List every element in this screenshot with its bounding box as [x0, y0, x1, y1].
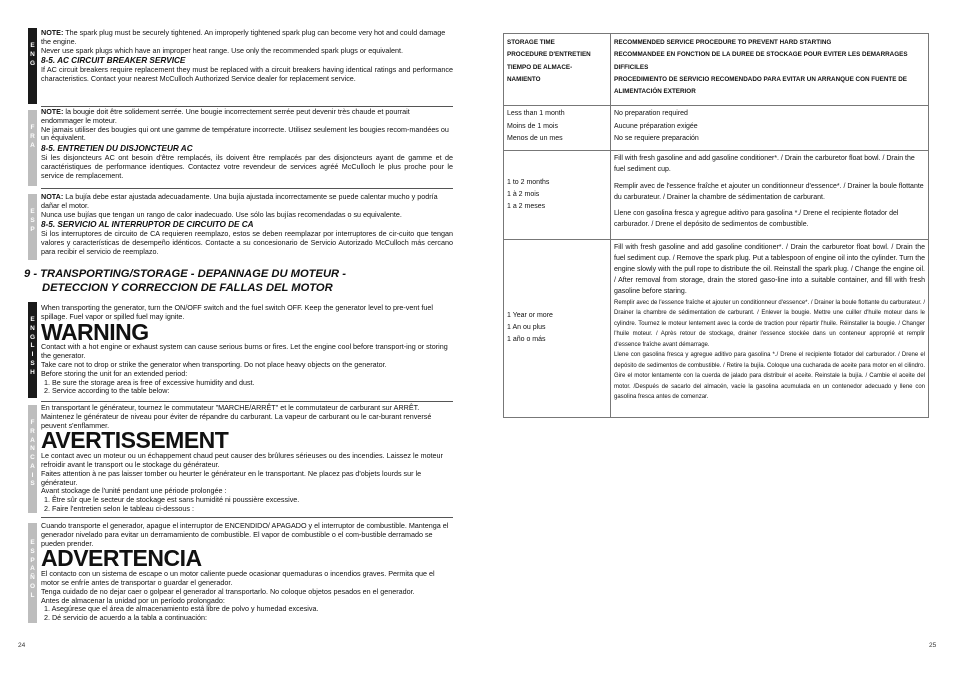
table-row: [504, 239, 929, 417]
heading-line-2: DETECCION Y CORRECCION DE FALLAS DEL MOTOR: [42, 282, 333, 294]
espanol-transport-section: [41, 522, 453, 623]
tab-letter: E: [30, 539, 35, 546]
eng-spark-plug-section: [41, 29, 453, 84]
body-text: If AC circuit breakers require replacement they must be replaced with a circuit breakers having identical ratings and performance characteristics. Contact your nearest McCulloch Authorized Service dealer for replacement service.: [41, 65, 453, 84]
procedure-cell: [611, 239, 929, 417]
tab-letter: R: [30, 427, 35, 435]
note-paragraph: [41, 108, 453, 126]
storage-time-header: [504, 34, 611, 106]
procedure-text: Llene con gasolina fresca y agregue aditivo para gasolina *./ Drene el recipiente flotador del carburador. / Drene el depósito de sedimentos de combustible.: [614, 210, 899, 229]
heading-line-1: 9 - TRANSPORTING/STORAGE - DEPANNAGE DU MOTEUR -: [24, 268, 346, 280]
tab-letter: I: [31, 351, 34, 359]
language-tab-eng: [28, 28, 37, 104]
tab-letter: L: [30, 342, 35, 350]
warning-heading: WARNING: [41, 318, 149, 345]
subheading: 8-5. ENTRETIEN DU DISJONCTEUR AC: [41, 144, 193, 154]
tab-letter: A: [30, 462, 35, 470]
tab-letter: E: [30, 42, 35, 49]
language-tab-esp: [28, 194, 37, 260]
tab-letter: E: [30, 316, 35, 323]
tab-letter: G: [29, 333, 36, 341]
body-text: Tenga cuidado de no dejar caer o golpear el generador al transportarlo. No coloque objetos pesados en el generador.: [41, 586, 415, 596]
tab-letter: A: [30, 565, 35, 573]
header-line: RECOMMANDEE EN FONCTION DE LA DUREE DE STOCKAGE POUR EVITER LES DEMARRAGES DIFFICILES: [614, 51, 908, 71]
list-item: 1. Asegúrese que el área de almacenamiento está libre de polvo y humedad excesiva.: [44, 604, 319, 614]
list-item: 2. Dé servicio de acuerdo a la tabla a continuación:: [44, 613, 208, 623]
note-text-2: Ne jamais utiliser des bougies qui ont une gamme de température incorrecte. Utilisez seulement les bougies recom-mandées ou un équivalent.: [41, 124, 449, 143]
procedure-cell: [611, 106, 929, 151]
tab-letter: Ñ: [30, 574, 35, 582]
time-text: 1 to 2 months: [507, 178, 550, 186]
divider: [41, 188, 453, 189]
tab-letter: S: [30, 216, 35, 224]
tab-letter: G: [29, 59, 36, 67]
subheading: 8-5. AC CIRCUIT BREAKER SERVICE: [41, 56, 186, 66]
tab-letter: C: [30, 454, 35, 462]
note-label: NOTE:: [41, 107, 64, 116]
body-text: Contact with a hot engine or exhaust system can cause serious burns or fires. Let the engine cool before transport-ing or storing the generator.: [41, 342, 448, 361]
note-paragraph: [41, 29, 453, 47]
procedure-text-en: Fill with fresh gasoline and add gasoline conditioner*. / Drain the carburetor float bowl. / Drain the fuel sediment cup. / Remove the spark plug. Put a tablespoon of engine oil into the cylinder. Turn the engine slowly with the pull rope to distribute the oil. Reinstall the spark plug. / Change the engine oil. / After removal from storage, drain the stored gaso-line into a suitable container, and fill with fresh gasoline before staring.: [614, 243, 925, 296]
fra-spark-plug-section: [41, 108, 453, 180]
body-text: Avant stockage de l'unité pendant une période prolongée :: [41, 486, 227, 496]
tab-letter: E: [30, 208, 35, 215]
storage-time-cell: [504, 151, 611, 239]
table-row: [504, 151, 929, 239]
header-line: RECOMMENDED SERVICE PROCEDURE TO PREVENT HARD STARTING: [614, 39, 832, 46]
note-paragraph: [41, 193, 453, 211]
english-transport-section: [41, 304, 453, 396]
time-text: 1 An ou plus: [507, 324, 546, 332]
note-text: la bougie doit être solidement serrée. Une bougie incorrectement serrée peut devenir très chaude et pourrait endommager le moteur.: [41, 107, 410, 125]
language-tab-fra: [28, 110, 37, 186]
tab-letter: I: [31, 471, 34, 479]
body-text: Faites attention à ne pas laisser tomber ou heurter le générateur en le transportant. Ne placez pas d'objets lourds sur le générateur.: [41, 468, 422, 487]
note-text: The spark plug must be securely tightened. An improperly tightened spark plug can become very hot and could damage the engine.: [41, 28, 446, 46]
tab-letter: P: [30, 225, 35, 233]
header-line: TIEMPO DE ALMACE-: [507, 63, 573, 71]
header-line: STORAGE TIME: [507, 39, 555, 46]
note-label: NOTA:: [41, 192, 64, 201]
tab-letter: O: [29, 582, 36, 590]
language-tab-english: [28, 302, 37, 398]
time-text: 1 a 2 meses: [507, 203, 546, 211]
time-text: Menos de un mes: [507, 134, 563, 142]
intro-text: En transportant le générateur, tournez le commutateur "MARCHE/ARRÊT" et le commutateur de carburant sur ARRÊT. Maintenez le générateur de niveau pour éviter de répandre du carburant. La vapeur de carburant ou le car-burant renversé peuvent s'enflammer.: [41, 403, 432, 430]
tab-letter: L: [30, 591, 35, 599]
divider: [41, 517, 453, 518]
tab-letter: S: [30, 359, 35, 367]
list-item: 2. Faire l'entretien selon le tableau ci-dessous :: [44, 503, 194, 513]
procedure-text: Aucune préparation exigée: [614, 122, 698, 130]
procedure-text: Remplir avec de l'essence fraîche et ajouter un conditionneur d'essence*. / Drainer la boule flottante du carburateur. / Drainer la chambre de sédimentation de carburant.: [614, 182, 924, 201]
time-text: Moins de 1 mois: [507, 122, 558, 130]
tab-letter: S: [30, 547, 35, 555]
time-text: Less than 1 month: [507, 110, 565, 118]
divider: [41, 401, 453, 402]
warning-heading: AVERTISSEMENT: [41, 427, 229, 454]
body-text: Antes de almacenar la unidad por un período prolongado:: [41, 595, 225, 605]
procedure-cell: [611, 151, 929, 239]
list-item: 1. Être sûr que le secteur de stockage est sans humidité ni poussière excessive.: [44, 495, 300, 505]
body-text: Si les disjoncteurs AC ont besoin d'être remplacés, ils doivent être remplacés par des disjoncteurs ayant de gamme et de caractéristiques de performance identiques. Contactez votre revendeur de services agréé McCulloch le plus proche pour le service de remplacement.: [41, 153, 453, 180]
subheading: 8-5. SERVICIO AL INTERRUPTOR DE CIRCUITO DE CA: [41, 220, 254, 230]
note-text-2: Never use spark plugs which have an improper heat range. Use only the recommended spark plugs or equivalent.: [41, 45, 403, 55]
body-text: Si los interruptores de circuito de CA requieren reemplazo, estos se deben reemplazar por interruptores de cir-cuito que tengan valores y características de desempeño idénticos. Contacte a su concesionario de Servicio Autorizado McCulloch más cercano para recibir el servicio de reemplazo.: [41, 229, 453, 256]
intro-text: When transporting the generator, turn the ON/OFF switch and the fuel switch OFF. Keep the generator level to pre-vent fuel spillage. Fuel vapor or spilled fuel may ignite.: [41, 303, 433, 321]
tab-letter: A: [30, 141, 35, 149]
time-text: 1 Year or more: [507, 311, 553, 319]
page-number-left: 24: [18, 642, 26, 649]
body-text: Le contact avec un moteur ou un échappement chaud peut causer des brûlures sérieuses ou des incendies. Laissez le moteur refroidir avant le transport ou le stockage du générateur.: [41, 451, 443, 469]
tab-letter: N: [30, 50, 35, 58]
procedure-header: [611, 34, 929, 106]
tab-letter: P: [30, 556, 35, 564]
list-item: 1. Be sure the storage area is free of excessive humidity and dust.: [44, 377, 255, 387]
table-header-row: [504, 34, 929, 106]
body-text: El contacto con un sistema de escape o un motor caliente puede ocasionar quemaduras o incendios graves. Permita que el motor se enfríe antes de transportar o guardar el generador.: [41, 569, 435, 587]
tab-letter: A: [30, 436, 35, 444]
tab-letter: N: [30, 324, 35, 332]
tab-letter: R: [30, 132, 35, 140]
tab-letter: S: [30, 480, 35, 488]
note-text: La bujía debe estar ajustada adecuadamente. Una bujía ajustada incorrectamente se puede calentar mucho y podría dañar el motor.: [41, 192, 438, 210]
procedure-text: No se requiere preparación: [614, 134, 699, 142]
tab-letter: H: [30, 368, 35, 376]
time-text: 1 año o más: [507, 336, 546, 344]
header-line: ALIMENTACIÓN EXTERIOR: [614, 88, 696, 96]
storage-service-table: [503, 33, 929, 418]
header-line: PROCEDURE D'ENTRETIEN: [507, 51, 591, 59]
note-label: NOTE:: [41, 28, 64, 37]
page-number-right: 25: [929, 642, 937, 649]
time-text: 1 à 2 mois: [507, 190, 540, 198]
francais-transport-section: [41, 404, 453, 514]
storage-time-cell: [504, 239, 611, 417]
language-tab-francais: [28, 405, 37, 513]
tab-letter: F: [30, 124, 35, 131]
tab-letter: N: [30, 445, 35, 453]
intro-text: Cuando transporte el generador, apague el interruptor de ENCENDIDO/ APAGADO y el interruptor de combustible. Mantenga el generador nivelado para evitar un derramamiento de combustible. El vapor de combustible o el com-bustible derramado se pueden prender.: [41, 521, 449, 548]
procedure-text-es: Llene con gasolina fresca y agregue aditivo para gasolina *./ Drene el recipiente flotador del carburador. / Drene el depósito de sedimentos de combustible. / Retire la bujía. Coloque una cucharada de aceite para motor en el cilindro. Gire el motor lentamente con la cuerda de jalado para distribuir el aceite. Reinstale la bujía. / Cambie el aceite del motor. /Después de sacarlo del almacén, vacíe la gasolina acumulada en un contenedor adecuado y llene con gasolina fresca antes de comenzar.: [614, 352, 925, 400]
procedure-text: Fill with fresh gasoline and add gasoline conditioner*. / Drain the carburetor float bowl. / Drain the fuel sediment cup.: [614, 155, 915, 174]
note-text-2: Nunca use bujías que tengan un rango de calor inadecuado. Use sólo las bujías recomendadas o su equivalente.: [41, 209, 402, 219]
procedure-text-fr: Remplir avec de l'essence fraîche et ajouter un conditionneur d'essence*. / Drainer la boule flottante du carburateur. / Drainer la chambre de sédimentation de carburant. / Enlever la bougie. Mettre une cuiller d'huile moteur dans le cylindre. Tournez le moteur lentement avec la corde de traction pour répartir l'huile. Réinstaller la bougie. / Changer l'huile moteur. / Après retour de stockage, drainer l'essence stockée dans un conteneur approprié et remplir d'essence fraîche avant démarrage.: [614, 299, 925, 348]
list-item: 2. Service according to the table below:: [44, 386, 170, 396]
table-row: [504, 106, 929, 151]
body-text: Before storing the unit for an extended period:: [41, 368, 188, 378]
header-line: PROCEDIMIENTO DE SERVICIO RECOMENDADO PARA EVITAR UN ARRANQUE CON FUENTE DE: [614, 75, 907, 83]
tab-letter: F: [30, 419, 35, 426]
body-text: Take care not to drop or strike the generator when transporting. Do not place heavy objects on the generator.: [41, 359, 387, 369]
header-line: NAMIENTO: [507, 75, 541, 83]
warning-heading: ADVERTENCIA: [41, 545, 202, 572]
storage-time-cell: [504, 106, 611, 151]
procedure-text: No preparation required: [614, 110, 688, 118]
section-heading-9: [24, 267, 464, 295]
language-tab-espanol: [28, 523, 37, 623]
esp-spark-plug-section: [41, 193, 453, 257]
